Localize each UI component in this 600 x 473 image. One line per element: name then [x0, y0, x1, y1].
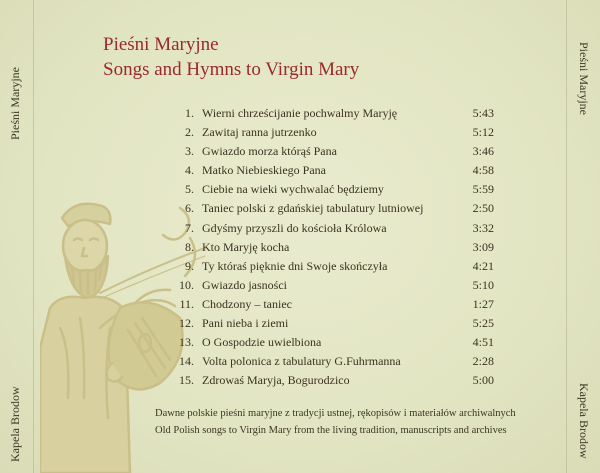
track-number: 6.: [185, 201, 194, 216]
track-title: Gdyśmy przyszli do kościoła Królowa: [202, 220, 387, 235]
track-number: 2.: [185, 125, 194, 140]
track-number: 12.: [179, 316, 194, 331]
track-row: [168, 123, 494, 142]
spine-right-artist: Kapela Brodow: [577, 383, 591, 459]
track-title: Kto Maryję kocha: [202, 239, 290, 254]
track-duration: 5:10: [472, 277, 494, 292]
album-title-polish: Pieśni Maryjne: [103, 34, 219, 55]
track-row: [168, 333, 494, 352]
track-title: Ciebie na wieki wychwalać będziemy: [202, 182, 384, 197]
track-number: 9.: [185, 258, 194, 273]
track-title: Taniec polski z gdańskiej tabulatury lutniowej: [202, 201, 424, 216]
track-duration: 3:32: [472, 220, 494, 235]
track-number: 4.: [185, 163, 194, 178]
track-row: [168, 142, 494, 161]
track-title: Ty któraś pięknie dni Swoje skończyła: [202, 258, 388, 273]
track-row: [168, 219, 494, 238]
track-duration: 5:25: [472, 316, 494, 331]
track-title: Gwiazdo jasności: [202, 277, 287, 292]
track-title: Pani nieba i ziemi: [202, 316, 289, 331]
track-duration: 5:43: [472, 106, 494, 120]
track-number: 14.: [179, 354, 194, 369]
description-polish: Dawne polskie pieśni maryjne z tradycji ustnej, rękopisów i materiałów archiwalnych: [155, 408, 516, 419]
track-row: [168, 161, 494, 180]
track-number: 10.: [179, 277, 194, 292]
track-row: [168, 199, 494, 218]
album-title-english: Songs and Hymns to Virgin Mary: [103, 59, 360, 80]
track-title: Gwiazdo morza którąś Pana: [202, 144, 337, 159]
track-duration: 2:28: [472, 354, 494, 369]
track-number: 15.: [179, 373, 194, 388]
track-list: [168, 104, 494, 390]
track-number: 3.: [185, 144, 194, 159]
track-row: [168, 257, 494, 276]
track-row: [168, 180, 494, 199]
spine-left-artist: Kapela Brodow: [8, 386, 22, 462]
track-duration: 4:21: [472, 258, 494, 273]
track-title: Zawitaj ranna jutrzenko: [202, 125, 317, 140]
track-duration: 3:46: [472, 144, 494, 159]
track-number: 7.: [185, 220, 194, 235]
track-number: 8.: [185, 239, 194, 254]
track-duration: 3:09: [472, 239, 494, 254]
spine-fold-right: [566, 0, 567, 473]
track-number: 11.: [179, 296, 194, 311]
track-number: 1.: [185, 106, 194, 120]
track-duration: 4:51: [472, 335, 494, 350]
track-number: 13.: [179, 335, 194, 350]
track-duration: 1:27: [472, 296, 494, 311]
track-duration: 4:58: [472, 163, 494, 178]
track-row: [168, 295, 494, 314]
track-title: Wierni chrześcijanie pochwalmy Maryję: [202, 106, 398, 120]
track-duration: 5:12: [472, 125, 494, 140]
track-title: Chodzony – taniec: [202, 296, 292, 311]
track-number: 5.: [185, 182, 194, 197]
spine-left-title: Pieśni Maryjne: [8, 67, 22, 140]
track-row: [168, 314, 494, 333]
track-title: Volta polonica z tabulatury G.Fuhrmanna: [202, 354, 401, 369]
track-title: O Gospodzie uwielbiona: [202, 335, 322, 350]
track-row: [168, 276, 494, 295]
track-row: [168, 104, 494, 123]
spine-fold-left: [33, 0, 34, 473]
track-row: [168, 371, 494, 390]
track-duration: 5:59: [472, 182, 494, 197]
track-title: Zdrowaś Maryja, Bogurodzico: [202, 373, 350, 388]
track-row: [168, 352, 494, 371]
track-duration: 5:00: [472, 373, 494, 388]
track-title: Matko Niebieskiego Pana: [202, 163, 326, 178]
track-row: [168, 238, 494, 257]
spine-right-title: Pieśni Maryjne: [577, 42, 591, 115]
description-english: Old Polish songs to Virgin Mary from the living tradition, manuscripts and archives: [155, 425, 507, 436]
track-duration: 2:50: [472, 201, 494, 216]
